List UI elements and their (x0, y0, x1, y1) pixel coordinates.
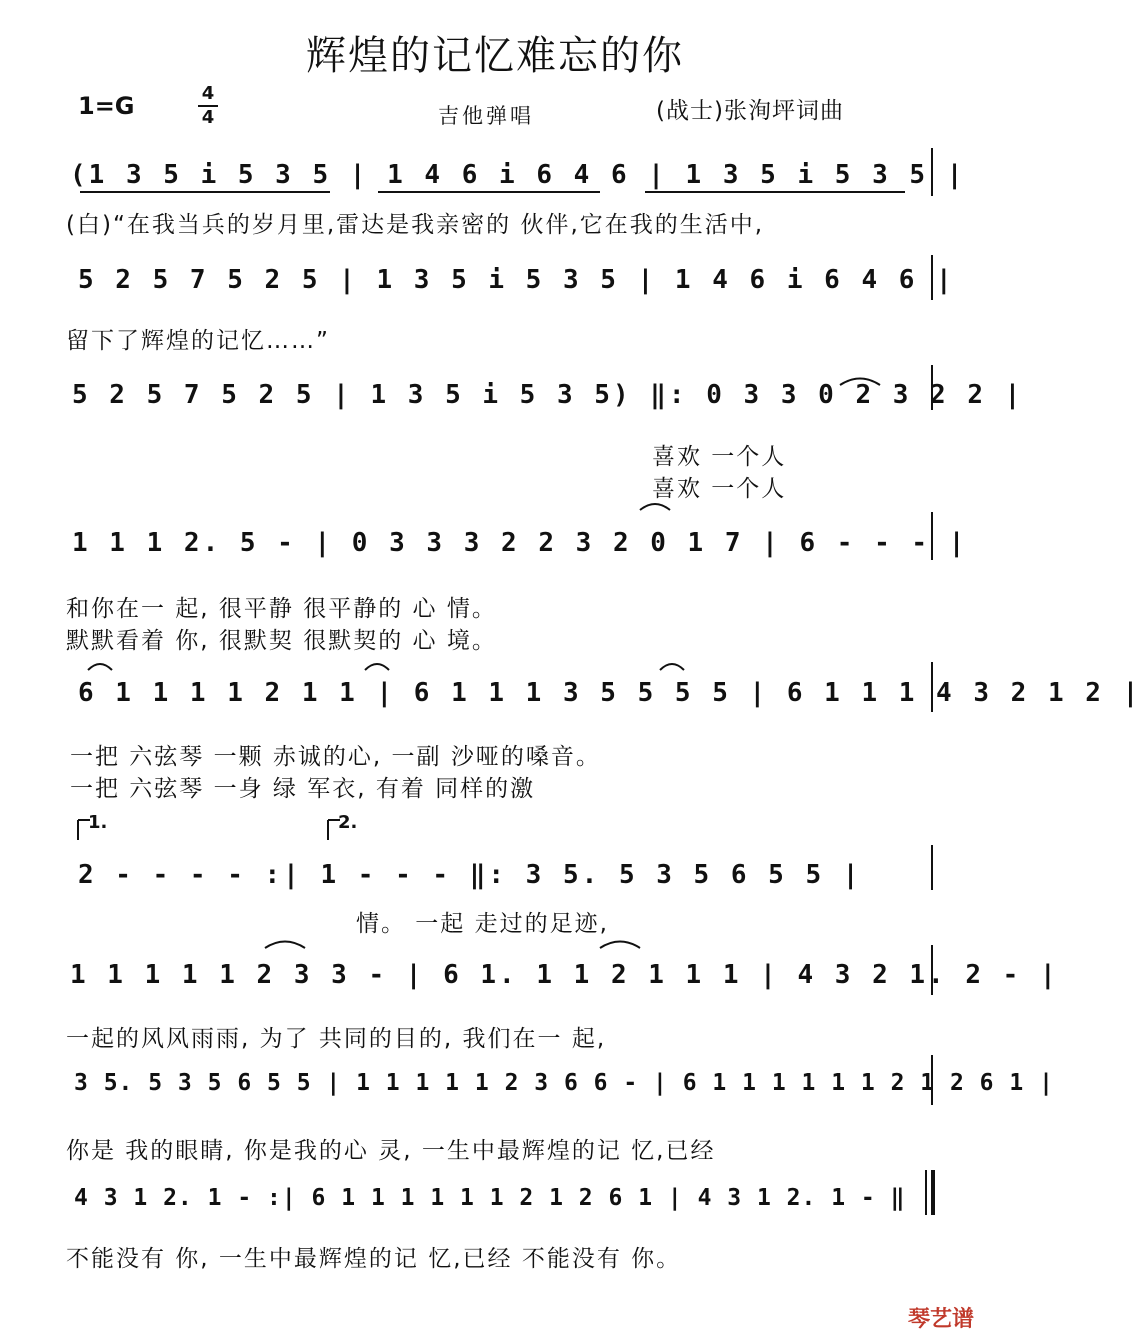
notation-row-8: 3 5. 5 3 5 6 5 5 | 1 1 1 1 1 2 3 6 6 - | 6 1 1 1 1 1 1 2 1 2 6 1 | (74, 1070, 1054, 1096)
key-signature: 1=G (78, 92, 135, 120)
notation-row-1: (1 3 5 i 5 3 5 | 1 4 6 i 6 4 6 | 1 3 5 i 5 3 5 | (70, 160, 966, 190)
time-signature-top: 4 (201, 83, 215, 104)
lyric-row-3-verse-1: 喜欢 一个人 (652, 444, 787, 470)
lyric-row-4-verse-2: 默默看着 你, 很默契 很默契的 心 境。 (66, 628, 497, 654)
lyric-row-8-verse-1: 你是 我的眼睛, 你是我的心 灵, 一生中最辉煌的记 忆,已经 (66, 1138, 716, 1164)
lyric-row-6-verse-1: 情。 一起 走过的足迹, (356, 911, 609, 937)
song-title: 辉煌的记忆难忘的你 (306, 33, 684, 79)
volta-first-ending: 1. (88, 812, 108, 833)
lyric-row-4-verse-1: 和你在一 起, 很平静 很平静的 心 情。 (66, 596, 497, 622)
notation-row-4: 1 1 1 2. 5 - | 0 3 3 3 2 2 3 2 0 1 7 | 6 - - - | (72, 528, 968, 558)
lyric-row-2-verse-1: 留下了辉煌的记忆……” (66, 328, 330, 354)
lyric-row-5-verse-2: 一把 六弦琴 一身 绿 军衣, 有着 同样的激 (70, 776, 536, 802)
time-signature-bottom: 4 (201, 107, 215, 128)
lyric-row-5-verse-1: 一把 六弦琴 一颗 赤诚的心, 一副 沙哑的嗓音。 (70, 744, 601, 770)
lyric-row-7-verse-1: 一起的风风雨雨, 为了 共同的目的, 我们在一 起, (66, 1026, 607, 1052)
notation-row-5: 6 1 1 1 1 2 1 1 | 6 1 1 1 3 5 5 5 5 | 6 1 1 1 4 3 2 1 2 | (78, 678, 1141, 708)
notation-row-2: 5 2 5 7 5 2 5 | 1 3 5 i 5 3 5 | 1 4 6 i 6 4 6 | (78, 265, 955, 295)
notation-row-3: 5 2 5 7 5 2 5 | 1 3 5 i 5 3 5) ‖: 0 3 3 0 2 3 2 2 | (72, 380, 1024, 410)
notation-row-9: 4 3 1 2. 1 - :| 6 1 1 1 1 1 1 2 1 2 6 1 | 4 3 1 2. 1 - ‖ (74, 1185, 906, 1211)
notation-row-6: 2 - - - - :| 1 - - - ‖: 3 5. 5 3 5 6 5 5 | (78, 860, 862, 890)
lyric-row-3-verse-2: 喜欢 一个人 (652, 476, 787, 502)
volta-second-ending: 2. (338, 812, 358, 833)
lyric-row-1-verse-1: (白)“在我当兵的岁月里,雷达是我亲密的 伙伴,它在我的生活中, (66, 212, 765, 238)
notation-row-7: 1 1 1 1 1 2 3 3 - | 6 1. 1 1 2 1 1 1 | 4 3 2 1. 2 - | (70, 960, 1059, 990)
lyric-row-9-verse-1: 不能没有 你, 一生中最辉煌的记 忆,已经 不能没有 你。 (66, 1246, 682, 1272)
watermark-logo: 琴艺谱 (907, 1307, 974, 1332)
credits: (战士)张洵坪词曲 (656, 98, 844, 124)
performance-style: 吉他弹唱 (438, 104, 534, 128)
